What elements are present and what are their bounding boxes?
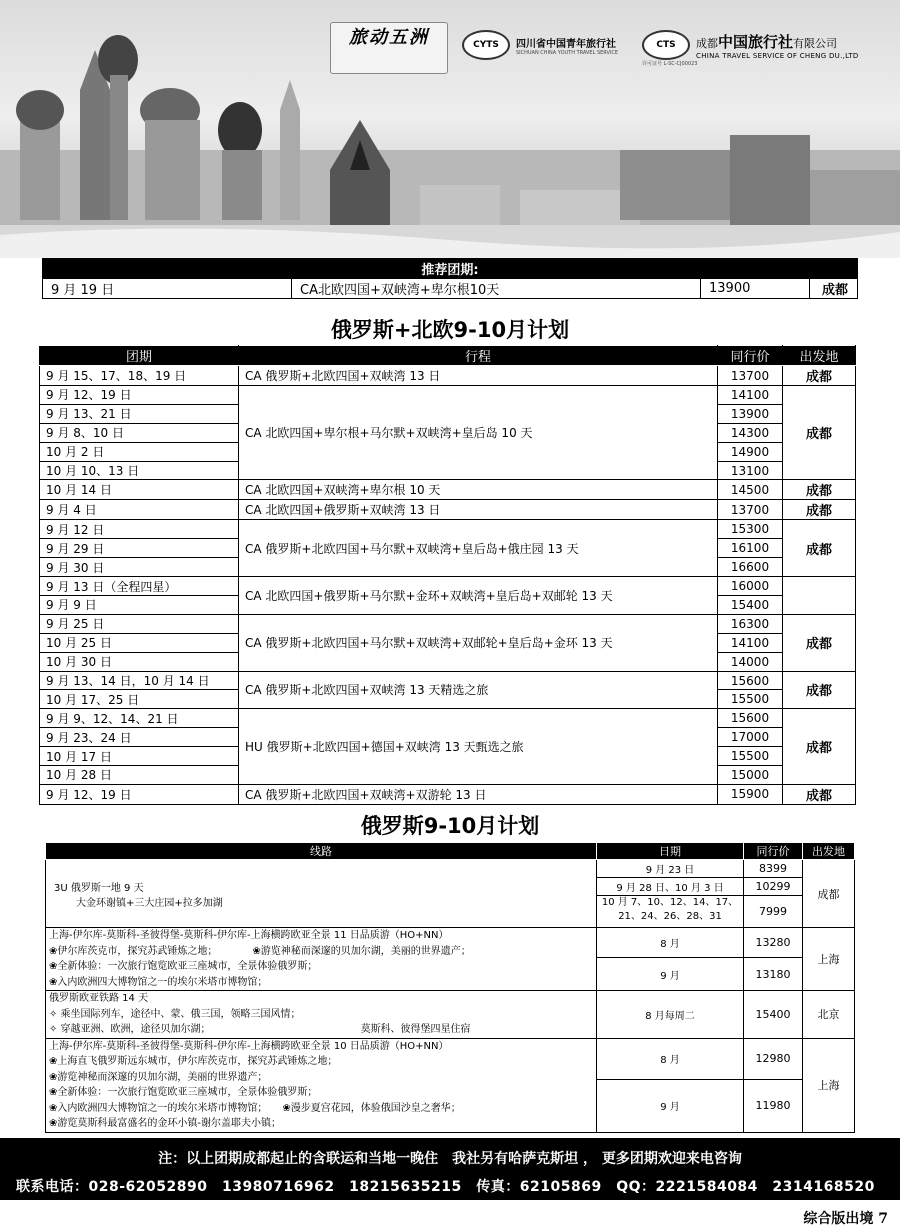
route-line: ❀入内欧洲四大博物馆之一的埃尔米塔市博物馆； — [49, 976, 268, 988]
col-header: 出发地 — [803, 843, 855, 860]
route-line: ❀全新体验：一次旅行饱览欧亚三座城市，全景体验俄罗斯； — [49, 1087, 318, 1098]
date-cell: 10 月 7、10、12、14、17、21、24、26、28、31 — [597, 896, 744, 928]
city-cell: 成都 — [783, 614, 856, 671]
price-cell: 14500 — [718, 480, 783, 500]
russia-nordic-body — [40, 366, 856, 805]
price-cell: 15000 — [718, 766, 783, 785]
footer-note: 注：以上团期成都起止的含联运和当地一晚住 我社另有哈萨克斯坦 ， 更多团期欢迎来电咨询 — [158, 1151, 742, 1167]
route-line: ❀游览神秘而深邃的贝加尔湖，美丽的世界遗产； — [49, 1071, 268, 1083]
route-line: ✧ 穿越亚洲、欧洲，途径贝加尔湖； — [49, 1024, 211, 1035]
route-line: 大金环谢镇+三大庄园+拉多加湖 — [76, 897, 223, 909]
brand-logo-text: 旅动五洲 — [349, 27, 429, 48]
date-cell: 9 月 13、14 日，10 月 14 日 — [40, 671, 239, 690]
table-row — [40, 520, 856, 539]
price-cell: 14900 — [718, 442, 783, 461]
date-cell: 9 月 4 日 — [40, 500, 239, 520]
route-line: ❀游览莫斯科最富盛名的金环小镇-谢尔盖耶夫小镇； — [49, 1118, 281, 1129]
rec-route: CA北欧四国+双峡湾+卑尔根10天 — [292, 279, 701, 299]
date-cell: 9 月 13、21 日 — [40, 404, 239, 423]
date-cell: 9 月 9 日 — [40, 596, 239, 615]
route-line: ❀游览神秘而深邃的贝加尔湖，美丽的世界遗产； — [252, 945, 471, 957]
route-cell — [46, 1038, 597, 1132]
price-cell: 13180 — [744, 958, 803, 991]
route-line: 上海-伊尔库-莫斯科-圣彼得堡-莫斯科-伊尔库-上海横跨欧亚全景 11 日品质游（HO+NN） — [49, 930, 449, 941]
date-cell: 9 月 29 日 — [40, 539, 239, 558]
price-cell: 12980 — [744, 1038, 803, 1079]
date-cell: 9 月 — [597, 958, 744, 991]
route-cell: CA 北欧四国+俄罗斯+马尔默+金环+双峡湾+皇后岛+双邮轮 13 天 — [239, 577, 718, 615]
rec-city: 成都 — [810, 279, 858, 299]
city-cell: 成都 — [783, 709, 856, 785]
cts-english: CHINA TRAVEL SERVICE OF CHENG DU.,LTD — [696, 51, 859, 60]
city-cell: 北京 — [803, 991, 855, 1039]
table-row — [46, 860, 855, 878]
price-cell: 14000 — [718, 652, 783, 671]
city-cell: 上海 — [803, 928, 855, 991]
cts-suffix: 有限公司 — [793, 36, 838, 50]
col-header: 同行价 — [718, 346, 783, 366]
price-cell: 14100 — [718, 386, 783, 405]
route-cell: CA 俄罗斯+北欧四国+双峡湾 13 日 — [239, 366, 718, 386]
cts-logo — [642, 30, 859, 67]
route-cell — [46, 991, 597, 1039]
col-header: 出发地 — [783, 346, 856, 366]
date-cell: 9 月 12 日 — [40, 520, 239, 539]
date-cell: 9 月 23 日 — [597, 860, 744, 878]
city-cell: 上海 — [803, 1038, 855, 1132]
table-row — [40, 671, 856, 690]
date-cell: 9 月 13 日（全程四星） — [40, 577, 239, 596]
date-cell: 9 月 12、19 日 — [40, 386, 239, 405]
price-cell: 16300 — [718, 614, 783, 633]
table-row — [40, 709, 856, 728]
table-row — [46, 928, 855, 958]
route-line: ❀伊尔库茨克市，探究苏武锤炼之地； — [49, 945, 213, 957]
table-row — [40, 784, 856, 804]
youth-travel-name: 四川省中国青年旅行社 — [516, 38, 616, 50]
header-banner — [0, 0, 900, 258]
price-cell: 15400 — [744, 991, 803, 1039]
price-cell: 14100 — [718, 633, 783, 652]
cts-emblem-icon: CTS — [642, 30, 690, 60]
date-cell: 10 月 17 日 — [40, 747, 239, 766]
youth-travel-english: SICHUAN CHINA YOUTH TRAVEL SERVICE — [516, 49, 619, 56]
route-cell: CA 北欧四国+卑尔根+马尔默+双峡湾+皇后岛 10 天 — [239, 386, 718, 480]
route-cell: HU 俄罗斯+北欧四国+德国+双峡湾 13 天甄选之旅 — [239, 709, 718, 785]
city-cell: 成都 — [783, 386, 856, 480]
price-cell: 15900 — [718, 784, 783, 804]
table-row — [40, 366, 856, 386]
youth-travel-logo — [462, 30, 618, 60]
price-cell: 11980 — [744, 1079, 803, 1132]
price-cell: 16000 — [718, 577, 783, 596]
price-cell: 13700 — [718, 366, 783, 386]
date-cell: 10 月 2 日 — [40, 442, 239, 461]
youth-travel-emblem-icon: CYTS — [462, 30, 510, 60]
date-cell: 9 月 23、24 日 — [40, 728, 239, 747]
city-cell: 成都 — [783, 500, 856, 520]
date-cell: 10 月 30 日 — [40, 652, 239, 671]
route-line: 上海-伊尔库-莫斯科-圣彼得堡-莫斯科-伊尔库-上海横跨欧亚全景 10 日品质游（HO+NN） — [49, 1040, 449, 1052]
price-cell: 15500 — [718, 747, 783, 766]
route-line: ❀入内欧洲四大博物馆之一的埃尔米塔市博物馆； — [49, 1102, 263, 1114]
price-cell: 15400 — [718, 596, 783, 615]
route-cell: CA 俄罗斯+北欧四国+双峡湾+双游轮 13 日 — [239, 784, 718, 804]
city-cell: 成都 — [783, 366, 856, 386]
price-cell: 17000 — [718, 728, 783, 747]
city-cell — [783, 577, 856, 615]
page-label: 综合版出境 — [803, 1211, 874, 1227]
route-line: ✧ 乘坐国际列车，途径中、蒙、俄三国，领略三国风情； — [49, 1008, 301, 1020]
cts-license: 许可证号 L-SC-CJ00023 — [642, 61, 698, 67]
rec-date: 9 月 19 日 — [43, 279, 292, 299]
city-cell: 成都 — [783, 784, 856, 804]
cts-prefix: 成都 — [696, 36, 718, 50]
col-header: 同行价 — [744, 843, 803, 860]
section1-title: 俄罗斯+北欧9-10月计划 — [330, 318, 570, 342]
col-header: 团期 — [40, 346, 239, 366]
rec-price: 13900 — [701, 279, 810, 299]
cts-name: 中国旅行社 — [718, 32, 794, 51]
price-cell: 8399 — [744, 860, 803, 878]
route-cell — [46, 860, 597, 928]
price-cell: 13700 — [718, 500, 783, 520]
city-cell: 成都 — [783, 671, 856, 709]
recommended-header: 推荐团期: — [43, 259, 858, 279]
date-cell: 8 月 — [597, 928, 744, 958]
price-cell: 7999 — [744, 896, 803, 928]
date-cell: 9 月 8、10 日 — [40, 423, 239, 442]
price-cell: 13900 — [718, 404, 783, 423]
price-cell: 15600 — [718, 671, 783, 690]
route-cell — [46, 928, 597, 991]
page-number — [803, 1208, 888, 1228]
date-cell: 9 月 28 日、10 月 3 日 — [597, 878, 744, 896]
route-line: 3U 俄罗斯一地 9 天 — [54, 882, 144, 894]
date-cell: 8 月每周二 — [597, 991, 744, 1039]
route-line: 俄罗斯欧亚铁路 14 天 — [49, 993, 149, 1004]
route-line: ❀漫步夏宫花园，体验俄国沙皇之奢华； — [282, 1102, 461, 1114]
footer-bar — [0, 1138, 900, 1200]
date-cell: 8 月 — [597, 1038, 744, 1079]
date-cell: 10 月 17、25 日 — [40, 690, 239, 709]
route-cell: CA 俄罗斯+北欧四国+双峡湾 13 天精选之旅 — [239, 671, 718, 709]
table-row — [40, 386, 856, 405]
city-cell: 成都 — [783, 480, 856, 500]
route-cell: CA 俄罗斯+北欧四国+马尔默+双峡湾+皇后岛+俄庄园 13 天 — [239, 520, 718, 577]
date-cell: 9 月 — [597, 1079, 744, 1132]
date-cell: 9 月 9、12、14、21 日 — [40, 709, 239, 728]
price-cell: 14300 — [718, 423, 783, 442]
date-cell: 9 月 15、17、18、19 日 — [40, 366, 239, 386]
price-cell: 15600 — [718, 709, 783, 728]
price-cell: 10299 — [744, 878, 803, 896]
col-header: 行程 — [239, 346, 718, 366]
date-cell: 10 月 10、13 日 — [40, 461, 239, 480]
route-line: 莫斯科、彼得堡四星住宿 — [360, 1024, 471, 1035]
table-row — [46, 991, 855, 1039]
city-cell: 成都 — [803, 860, 855, 928]
route-cell: CA 北欧四国+俄罗斯+双峡湾 13 日 — [239, 500, 718, 520]
section2-title: 俄罗斯9-10月计划 — [360, 814, 540, 838]
city-cell: 成都 — [783, 520, 856, 577]
route-cell: CA 俄罗斯+北欧四国+马尔默+双峡湾+双邮轮+皇后岛+金环 13 天 — [239, 614, 718, 671]
date-cell: 10 月 28 日 — [40, 766, 239, 785]
table-row — [43, 279, 858, 299]
price-cell: 16100 — [718, 539, 783, 558]
date-cell: 9 月 12、19 日 — [40, 784, 239, 804]
date-cell: 10 月 25 日 — [40, 633, 239, 652]
footer-contact: 联系电话：028-62052890 13980716962 18215635215 传真：62105869 QQ：2221584084 2314168520 — [16, 1179, 875, 1195]
table-row — [40, 577, 856, 596]
date-cell: 10 月 14 日 — [40, 480, 239, 500]
russia-nordic-table — [39, 345, 856, 805]
price-cell: 15300 — [718, 520, 783, 539]
page-num: 7 — [878, 1211, 888, 1227]
route-line: ❀上海直飞俄罗斯远东城市，伊尔库茨克市，探究苏武锤炼之地； — [49, 1056, 338, 1067]
route-line: ❀全新体验：一次旅行饱览欧亚三座城市，全景体验俄罗斯； — [49, 961, 318, 972]
russia-table — [45, 842, 855, 1133]
route-cell: CA 北欧四国+双峡湾+卑尔根 10 天 — [239, 480, 718, 500]
col-header: 日期 — [597, 843, 744, 860]
price-cell: 13100 — [718, 461, 783, 480]
brand-logo — [330, 22, 448, 74]
table-row — [40, 500, 856, 520]
price-cell: 15500 — [718, 690, 783, 709]
date-cell: 9 月 25 日 — [40, 614, 239, 633]
price-cell: 13280 — [744, 928, 803, 958]
table-row — [46, 1038, 855, 1079]
table-row — [40, 480, 856, 500]
table-row — [40, 614, 856, 633]
col-header: 线路 — [46, 843, 597, 860]
date-cell: 9 月 30 日 — [40, 558, 239, 577]
price-cell: 16600 — [718, 558, 783, 577]
recommended-table — [42, 258, 858, 299]
